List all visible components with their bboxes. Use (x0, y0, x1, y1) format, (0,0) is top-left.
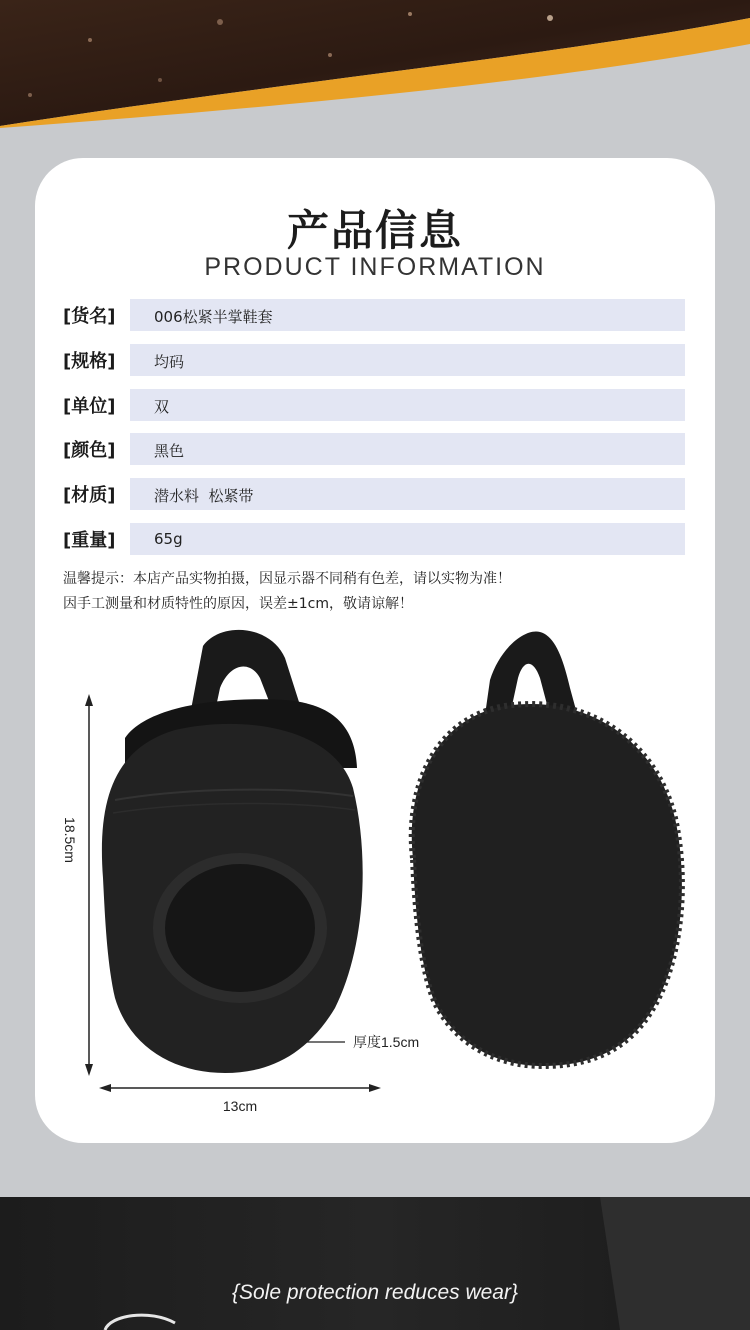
spec-value-box (130, 433, 685, 465)
spec-label: [规格] (63, 351, 116, 372)
spec-label: [货名] (63, 306, 116, 327)
product-figure (35, 618, 715, 1138)
spec-value: 006松紧半掌鞋套 (154, 308, 273, 326)
bottom-decor (0, 1197, 750, 1330)
spec-label: [单位] (63, 396, 116, 417)
spec-value-box (130, 478, 685, 510)
spec-value: 双 (154, 398, 170, 416)
product-info-card (35, 158, 715, 1143)
spec-row-material (63, 478, 685, 510)
spec-row-size (63, 344, 685, 376)
spec-row-color (63, 433, 685, 465)
shoe-cover-sole-view (412, 631, 682, 1066)
width-dimension (99, 1084, 381, 1114)
spec-value-box (130, 389, 685, 421)
width-label: 13cm (222, 1098, 258, 1114)
height-dimension (62, 694, 93, 1076)
spec-value-box (130, 523, 685, 555)
height-label: 18.5cm (62, 817, 78, 863)
note-color-disclaimer: 温馨提示：本店产品实物拍摄，因显示器不同稍有色差，请以实物为准！ (63, 571, 511, 587)
top-banner-soil (0, 0, 750, 130)
spec-value: 黑色 (154, 442, 185, 460)
bottom-tagline: {Sole protection reduces wear} (231, 1281, 518, 1304)
page-title: 产品信息 (286, 206, 463, 255)
spec-row-name (63, 299, 685, 331)
shoe-cover-inside-view (102, 630, 363, 1073)
thickness-label: 厚度1.5cm (353, 1034, 420, 1050)
spec-value-box (130, 344, 685, 376)
page-subtitle: PRODUCT INFORMATION (204, 253, 546, 281)
spec-value: 65g (154, 530, 183, 548)
note-measure-disclaimer: 因手工测量和材质特性的原因，误差±1cm，敬请谅解！ (63, 596, 413, 612)
spec-label: [颜色] (63, 440, 116, 461)
spec-value: 潜水料 松紧带 (154, 487, 254, 505)
spec-label: [重量] (63, 530, 116, 551)
bottom-banner (0, 1197, 750, 1330)
spec-value: 均码 (154, 353, 185, 371)
spec-row-unit (63, 389, 685, 421)
spec-label: [材质] (63, 485, 116, 506)
spec-value-box (130, 299, 685, 331)
spec-row-weight (63, 523, 685, 555)
